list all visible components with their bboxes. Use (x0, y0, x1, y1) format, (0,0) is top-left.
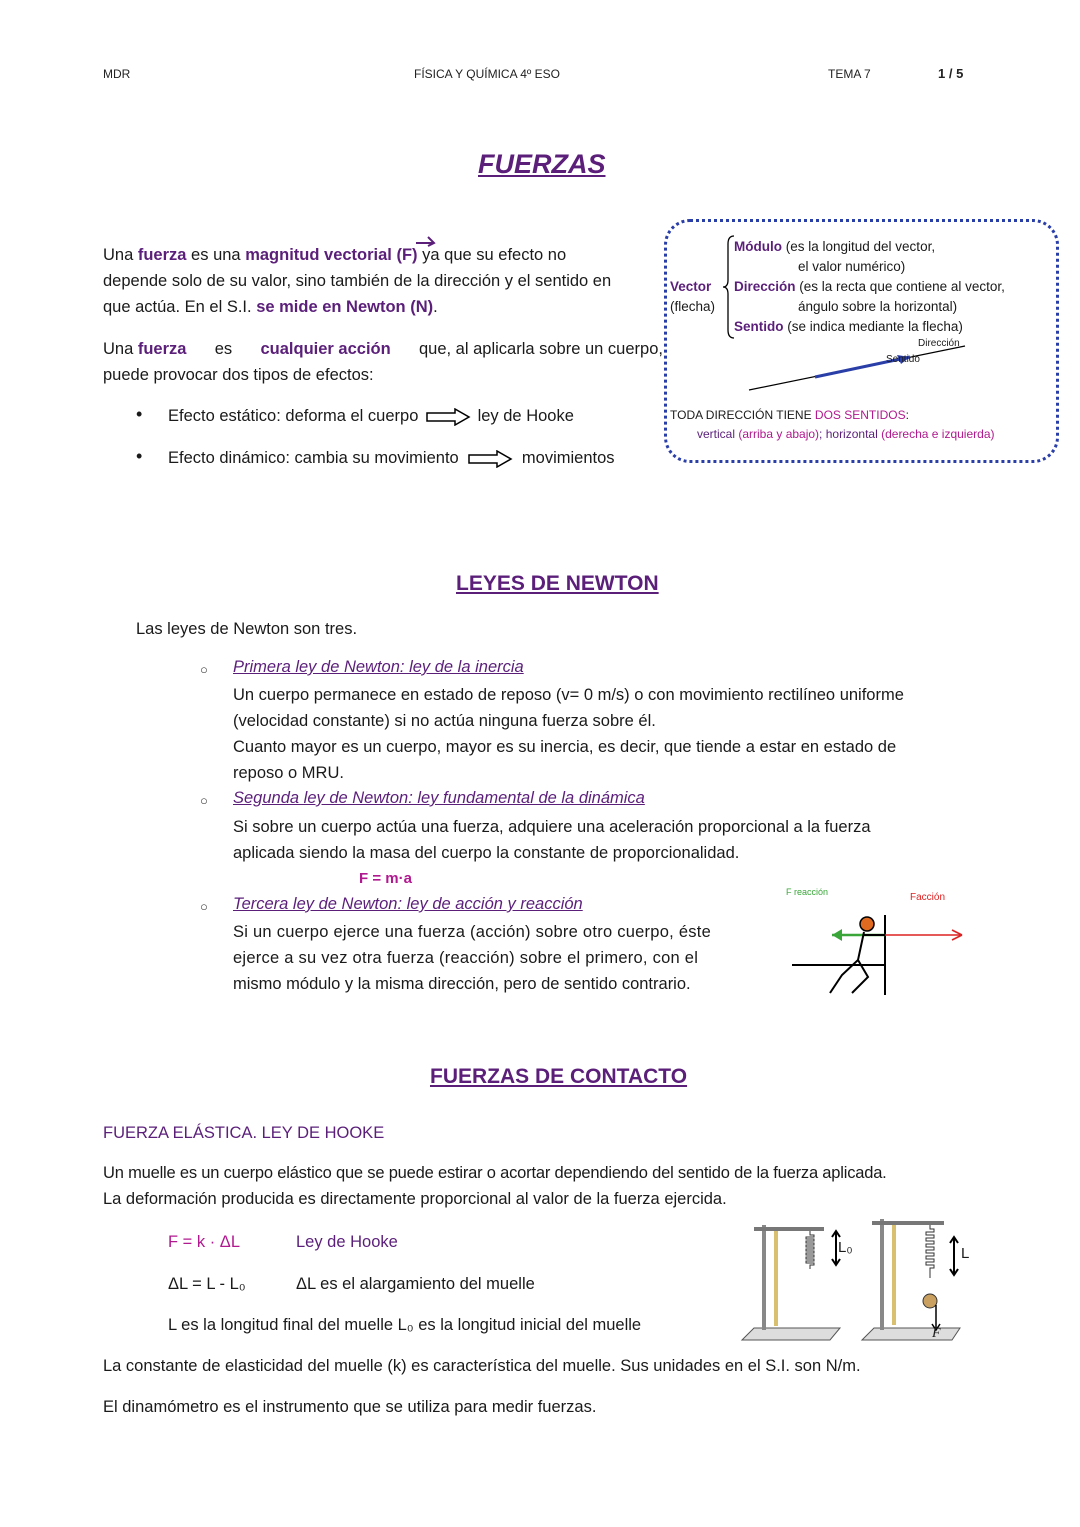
law1-title: Primera ley de Newton: ley de la inercia (233, 658, 524, 676)
vector-flecha: (flecha) (670, 299, 716, 314)
hooke-formula: F = k · ΔL (168, 1233, 240, 1251)
hooke-law-name: Ley de Hooke (296, 1233, 398, 1251)
action-label: Facción (910, 892, 946, 903)
newton-section-title: LEYES DE NEWTON (456, 572, 659, 595)
dinamometro-paragraph: El dinamómetro es el instrumento que se utiliza para medir fuerzas. (103, 1398, 597, 1416)
direccion-line: Dirección (es la recta que contiene al vector, (734, 279, 1005, 294)
law1-text: Un cuerpo permanece en estado de reposo (v= 0 m/s) o con movimiento rectilíneo uniforme (velocidad constante) si no actúa ninguna fuerza sobre él. Cuanto mayor es un cuerpo, mayor es su inercia, es decir, que tiende a estar en estado de reposo o MRU. (233, 686, 904, 782)
toda-direccion-line: TODA DIRECCIÓN TIENE DOS SENTIDOS: (670, 408, 909, 422)
page-number: 1 / 5 (938, 66, 964, 81)
hooke-subtitle: FUERZA ELÁSTICA. LEY DE HOOKE (103, 1124, 385, 1142)
law3-text: Si un cuerpo ejerce una fuerza (acción) sobre otro cuerpo, éste ejerce a su vez otra fuerza (reacción) sobre el primero, con el mismo módulo y la misma dirección, pero de sentido contrario. (233, 923, 712, 993)
header-tema: TEMA 7 (828, 67, 871, 81)
vector-label: Vector (670, 279, 712, 294)
vertical-horizontal-line: vertical (arriba y abajo); horizontal (derecha e izquierda) (697, 427, 995, 441)
header-subject: FÍSICA Y QUÍMICA 4º ESO (414, 67, 560, 81)
law2-title: Segunda ley de Newton: ley fundamental de la dinámica (233, 789, 645, 807)
contacto-section-title: FUERZAS DE CONTACTO (430, 1065, 688, 1088)
direccion-line-2: ángulo sobre la horizontal) (798, 299, 958, 314)
direccion-diagram-label: Dirección (918, 338, 960, 349)
formula-newton: F = m·a (359, 870, 412, 887)
implies-arrow-icon (467, 450, 513, 468)
sentido-line: Sentido (se indica mediante la flecha) (734, 319, 963, 334)
bullet-icon: • (136, 446, 143, 466)
header-left: MDR (103, 67, 131, 81)
implies-arrow-icon (425, 408, 471, 426)
reaction-label: F reacción (786, 887, 829, 897)
elongation-formula: ΔL = L - L₀ (168, 1275, 246, 1293)
newton-intro: Las leyes de Newton son tres. (136, 620, 358, 638)
vector-arrow-icon (414, 233, 438, 247)
l0-label: L₀ (838, 1239, 853, 1256)
action-reaction-figure (790, 905, 970, 1000)
constant-paragraph: La constante de elasticidad del muelle (k) es característica del muelle. Sus unidades en el S.I. son N/m. (103, 1357, 861, 1375)
bullet-icon: • (136, 404, 143, 424)
law3-title: Tercera ley de Newton: ley de acción y reacción (233, 895, 583, 913)
l-label: L (961, 1245, 970, 1262)
intro-paragraph-1: Una fuerza es una magnitud vectorial (F) ya que su efecto no depende solo de su valor, sino también de la dirección y el sentido en que actúa. En el S.I. se mide en Newton (N). (103, 246, 612, 316)
intro-paragraph-2: Una fuerza es cualquier acción que, al aplicarla sobre un cuerpo, puede provocar dos tipos de efectos: (103, 340, 663, 384)
sentido-diagram-label: Sentido (886, 354, 920, 365)
elongation-desc: ΔL es el alargamiento del muelle (296, 1275, 535, 1293)
bullet-dynamic: Efecto dinámico: cambia su movimiento movimientos (168, 449, 615, 467)
length-desc: L es la longitud final del muelle L₀ es la longitud inicial del muelle (168, 1316, 642, 1334)
page-title: FUERZAS (478, 149, 606, 179)
modulo-line-2: el valor numérico) (798, 259, 906, 274)
modulo-line: Módulo (es la longitud del vector, (734, 239, 936, 254)
bullet-static: Efecto estático: deforma el cuerpo ley de Hooke (168, 407, 574, 425)
circle-bullet-icon: ○ (200, 899, 208, 914)
law2-text: Si sobre un cuerpo actúa una fuerza, adquiere una aceleración proporcional a la fuerza aplicada siendo la masa del cuerpo la constante de proporcionalidad. (233, 818, 871, 862)
hooke-paragraph: Un muelle es un cuerpo elástico que se puede estirar o acortar dependiendo del sentido de la fuerza aplicada. La deformación producida es directamente proporcional al valor de la fuerza ejercida. (103, 1164, 887, 1208)
circle-bullet-icon: ○ (200, 793, 208, 808)
f-label: F (932, 1326, 941, 1341)
circle-bullet-icon: ○ (200, 662, 208, 677)
